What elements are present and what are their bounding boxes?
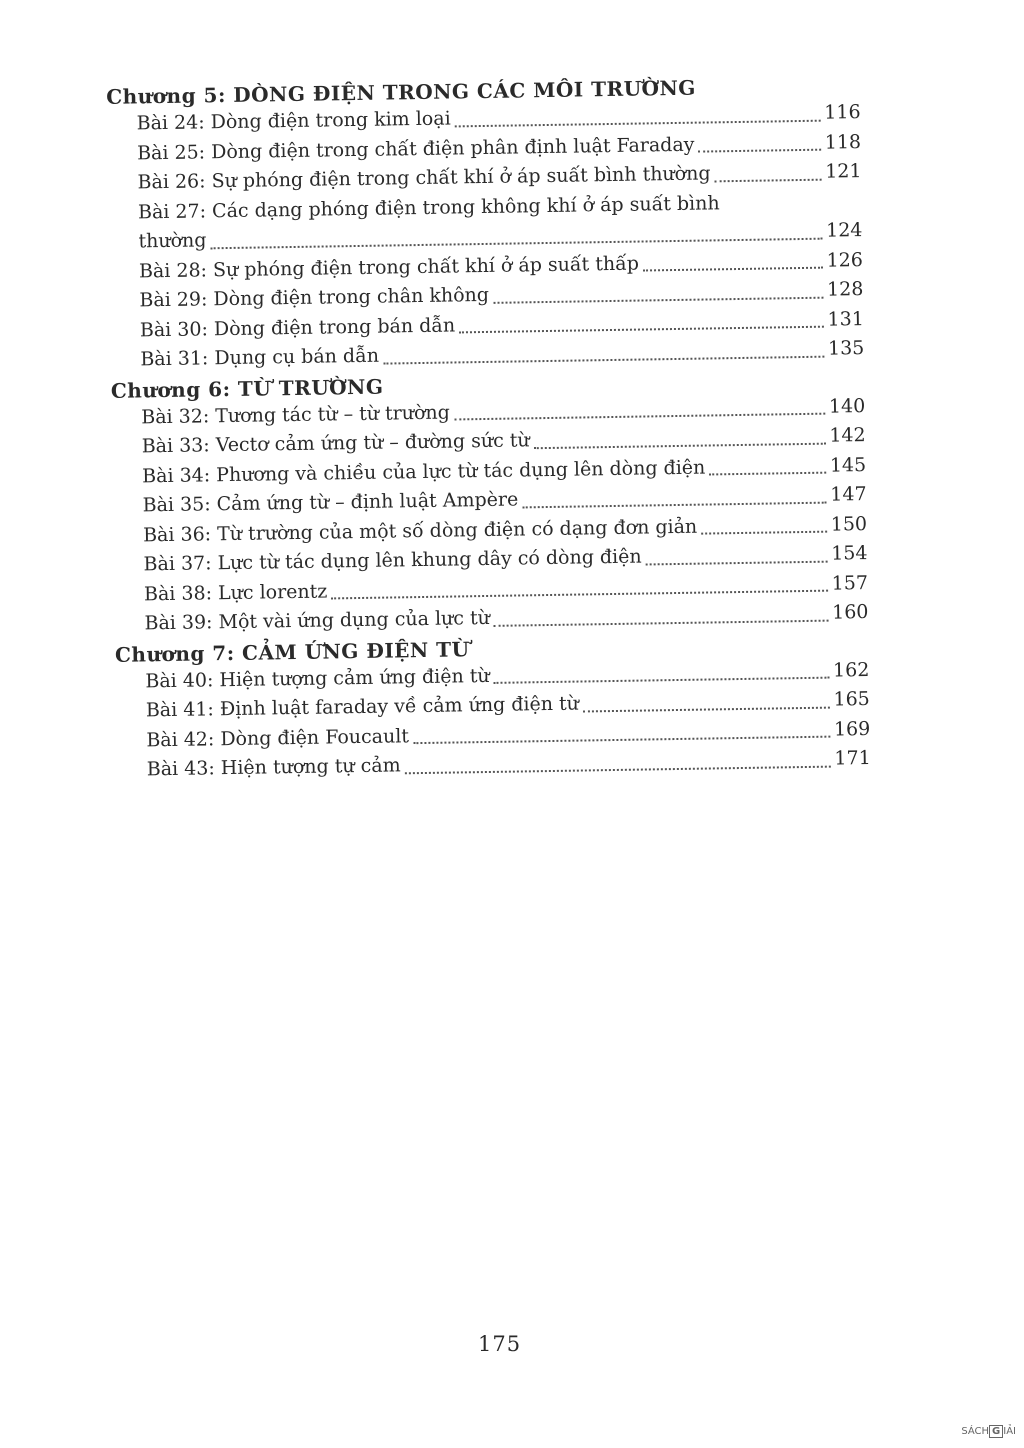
chapter-title: Chương 6: TỪ TRƯỜNG bbox=[110, 374, 384, 403]
logo-text-left: SÁCH bbox=[961, 1426, 990, 1437]
entry-label: Bài 43: Hiện tượng tự cảm bbox=[146, 754, 401, 781]
dot-leader bbox=[646, 560, 828, 565]
logo-text-right: IẢI bbox=[1003, 1426, 1016, 1437]
dot-leader bbox=[522, 501, 826, 508]
dot-leader bbox=[494, 677, 829, 684]
dot-leader bbox=[534, 442, 826, 449]
publisher-logo bbox=[961, 1425, 1016, 1438]
entry-page-number: 140 bbox=[828, 394, 866, 418]
chapter-title: Chương 7: CẢM ỨNG ĐIỆN TỪ bbox=[114, 636, 470, 667]
entry-page-number: 169 bbox=[833, 717, 871, 741]
entry-label: Bài 38: Lực lorentz bbox=[143, 579, 328, 605]
entry-label: Bài 28: Sự phóng điện trong chất khí ở áp suất thấp bbox=[138, 252, 640, 282]
entry-label: Bài 39: Một vài ứng dụng của lực từ bbox=[144, 606, 491, 635]
entry-label-continuation: thường bbox=[138, 229, 207, 253]
entry-page-number: 147 bbox=[830, 483, 867, 506]
entry-page-number: 154 bbox=[831, 542, 868, 565]
entry-page-number: 131 bbox=[827, 307, 864, 331]
dot-leader bbox=[715, 178, 822, 182]
dot-leader bbox=[493, 296, 823, 303]
entry-page-number: 157 bbox=[831, 571, 869, 595]
entry-label: Bài 29: Dòng điện trong chân không bbox=[139, 283, 490, 312]
dot-leader bbox=[583, 706, 830, 712]
dot-leader bbox=[405, 765, 831, 774]
entry-label: Bài 37: Lực từ tác dụng lên khung dây có dòng điện bbox=[143, 545, 642, 576]
page-number: 175 bbox=[478, 1332, 522, 1356]
dot-leader bbox=[643, 267, 823, 272]
dot-leader bbox=[459, 326, 823, 334]
entry-label: Bài 26: Sự phóng điện trong chất khí ở áp suất bình thường bbox=[137, 162, 711, 194]
entry-page-number: 121 bbox=[825, 160, 862, 183]
entry-page-number: 145 bbox=[829, 453, 867, 477]
dot-leader bbox=[331, 590, 827, 600]
entry-page-number: 162 bbox=[832, 658, 870, 682]
dot-leader bbox=[709, 472, 826, 476]
entry-page-number: 126 bbox=[826, 248, 864, 272]
chapter-title: Chương 5: DÒNG ĐIỆN TRONG CÁC MÔI TRƯỜNG bbox=[106, 75, 697, 109]
entry-page-number: 171 bbox=[834, 746, 871, 770]
entry-page-number: 124 bbox=[825, 219, 863, 242]
entry-page-number: 128 bbox=[826, 278, 864, 301]
entry-label: Bài 25: Dòng điện trong chất điện phân định luật Faraday bbox=[136, 133, 695, 164]
dot-leader bbox=[454, 413, 825, 421]
entry-page-number: 142 bbox=[829, 424, 866, 447]
entry-label: Bài 42: Dòng điện Foucault bbox=[146, 724, 410, 751]
entry-page-number: 116 bbox=[824, 101, 861, 124]
table-of-contents bbox=[100, 70, 871, 785]
entry-label: Bài 36: Từ trường của một số dòng điện có dạng đơn giản bbox=[142, 515, 698, 546]
entry-page-number: 150 bbox=[830, 512, 868, 536]
dot-leader bbox=[413, 736, 830, 745]
entry-label: Bài 34: Phương và chiều của lực từ tác dụng lên dòng điện bbox=[142, 456, 706, 487]
logo-box: G bbox=[989, 1425, 1003, 1438]
dot-leader bbox=[699, 149, 821, 153]
entry-page-number: 118 bbox=[824, 130, 862, 154]
dot-leader bbox=[383, 355, 824, 364]
entry-label: Bài 41: Định luật faraday về cảm ứng điện từ bbox=[145, 692, 580, 722]
dot-leader bbox=[701, 531, 827, 535]
entry-label: Bài 24: Dòng điện trong kim loại bbox=[136, 107, 451, 135]
entry-label: Bài 30: Dòng điện trong bán dẫn bbox=[139, 313, 456, 341]
entry-label: Bài 27: Các dạng phóng điện trong không khí ở áp suất bình bbox=[137, 191, 720, 223]
entry-label: Bài 33: Vectơ cảm ứng từ – đường sức từ bbox=[141, 429, 530, 458]
entry-label: Bài 32: Tương tác từ – từ trường bbox=[141, 401, 451, 428]
entry-page-number: 135 bbox=[827, 337, 865, 360]
entry-label: Bài 40: Hiện tượng cảm ứng điện từ bbox=[145, 664, 490, 692]
entry-page-number: 160 bbox=[831, 600, 869, 624]
entry-page-number: 165 bbox=[833, 687, 870, 711]
entry-label: Bài 35: Cảm ứng từ – định luật Ampère bbox=[142, 488, 519, 517]
entry-label: Bài 31: Dụng cụ bán dẫn bbox=[140, 344, 380, 371]
dot-leader bbox=[455, 119, 821, 127]
dot-leader bbox=[494, 619, 828, 626]
